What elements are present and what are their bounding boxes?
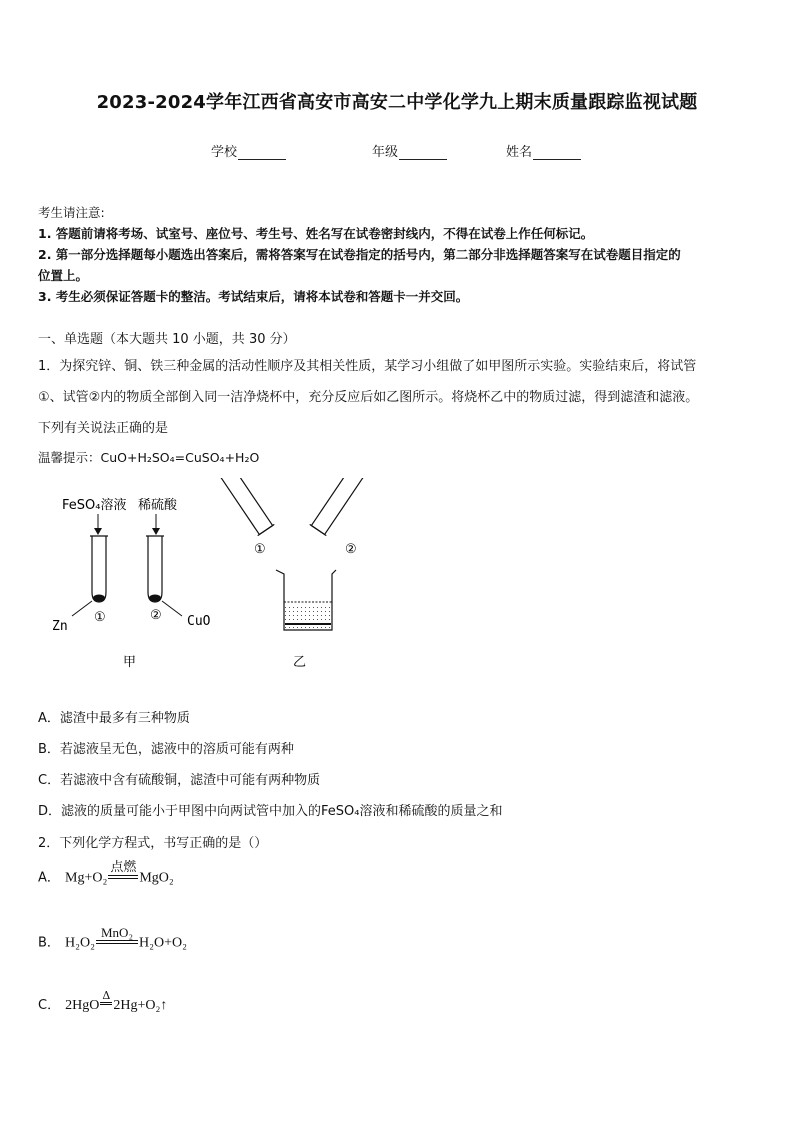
q1-hint: 温馨提示：CuO+H₂SO₄=CuSO₄+H₂O <box>38 450 260 465</box>
cuo-pointer <box>162 601 182 616</box>
q2-a-left: Mg+O₂ <box>65 870 108 886</box>
q1-line-2: ①、试管②内的物质全部倒入同一洁净烧杯中，充分反应后如乙图所示。将烧杯乙中的物质过滤，得到滤渣和滤液。 <box>38 390 699 405</box>
notice-item-2b: 位置上。 <box>38 268 89 283</box>
exam-title: 2023-2024学年江西省高安市高安二中学化学九上期末质量跟踪监视试题 <box>96 92 698 113</box>
q1-option-a[interactable]: A．滤渣中最多有三种物质 <box>38 711 190 726</box>
figure-caption-jia: 甲 <box>123 655 137 670</box>
q1-option-b[interactable]: B．若滤液呈无色，滤液中的溶质可能有两种 <box>38 742 294 757</box>
name-blank[interactable] <box>533 146 581 160</box>
cuo-label: CuO <box>187 614 211 629</box>
zn-solid <box>93 595 105 602</box>
q2-stem: 2．下列化学方程式，书写正确的是（） <box>38 836 268 851</box>
q2-c-condition: Δ <box>100 990 112 1019</box>
pouring-tube-2 <box>310 478 369 536</box>
tube-2-number: ② <box>150 608 162 623</box>
q2-b-left: H₂O₂ <box>65 935 95 951</box>
q2-option-c[interactable] <box>38 990 167 1019</box>
notice-heading: 考生请注意: <box>38 205 105 220</box>
section-heading: 一、单选题（本大题共 10 小题，共 30 分） <box>38 332 296 347</box>
q1-option-c[interactable]: C．若滤液中含有硫酸铜，滤渣中可能有两种物质 <box>38 773 321 788</box>
zn-pointer <box>72 601 92 616</box>
q1-line-3: 下列有关说法正确的是 <box>38 421 169 436</box>
school-blank[interactable] <box>238 146 286 160</box>
q2-b-condition: MnO₂ <box>96 926 138 958</box>
q2-option-b[interactable] <box>38 926 187 958</box>
q1-figure <box>40 478 400 678</box>
grade-field <box>372 141 447 160</box>
q2-b-label: B． <box>38 935 60 951</box>
pour-1-number: ① <box>254 542 266 557</box>
q2-a-label: A． <box>38 870 60 886</box>
q2-a-condition: 点燃 <box>108 861 138 893</box>
q1-line-1: 1．为探究锌、铜、铁三种金属的活动性顺序及其相关性质，某学习小组做了如甲图所示实验。实验结束后，将试管 <box>38 359 697 374</box>
school-field <box>211 141 286 160</box>
grade-blank[interactable] <box>399 146 447 160</box>
feso4-label: FeSO₄溶液 <box>62 498 127 513</box>
acid-arrowhead <box>152 528 160 535</box>
name-label: 姓名 <box>506 145 533 160</box>
q2-b-right: H₂O+O₂ <box>139 935 187 951</box>
acid-label: 稀硫酸 <box>138 498 178 513</box>
grade-label: 年级 <box>372 145 399 160</box>
tube-1-number: ① <box>94 610 106 625</box>
test-tube-2 <box>148 536 162 602</box>
q1-option-d[interactable]: D．滤液的质量可能小于甲图中向两试管中加入的FeSO₄溶液和稀硫酸的质量之和 <box>38 804 503 819</box>
name-field <box>506 141 581 160</box>
notice-item-2a: 2. 第一部分选择题每小题选出答案后，需将答案写在试卷指定的括号内，第二部分非选择题答案写在试卷题目指定的 <box>38 247 681 262</box>
pour-2-number: ② <box>345 542 357 557</box>
cuo-solid <box>149 595 161 602</box>
q2-a-right: MgO₂ <box>139 870 174 886</box>
q2-c-label: C． <box>38 998 61 1013</box>
pouring-tube-1 <box>215 478 274 536</box>
figure-caption-yi: 乙 <box>293 655 307 670</box>
feso4-arrowhead <box>94 528 102 535</box>
test-tube-1 <box>92 536 106 602</box>
q2-c-right: 2Hg+O₂↑ <box>113 998 168 1013</box>
zn-label: Zn <box>52 619 68 634</box>
q2-c-left: 2HgO <box>65 998 100 1013</box>
notice-item-3: 3. 考生必须保证答题卡的整洁。考试结束后，请将本试卷和答题卡一并交回。 <box>38 289 469 304</box>
q2-option-a[interactable] <box>38 861 174 893</box>
school-label: 学校 <box>211 145 238 160</box>
notice-item-1: 1. 答题前请将考场、试室号、座位号、考生号、姓名写在试卷密封线内，不得在试卷上作任何标记。 <box>38 226 594 241</box>
